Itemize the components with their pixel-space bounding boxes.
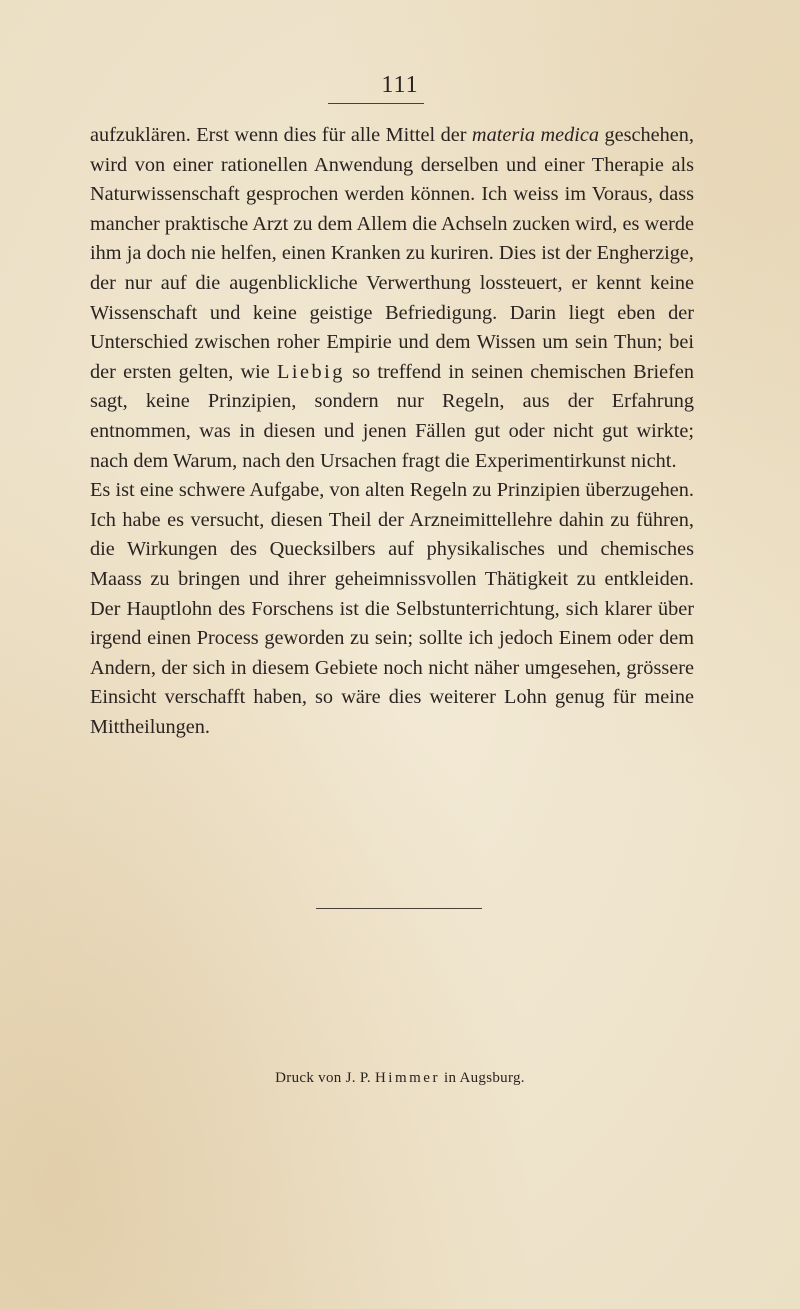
paragraph-1-text-c: so treffend in seinen chemischen Briefen sagt, keine Prinzipien, sondern nur Regeln, aus der Erfahrung entnommen, was in diesen und jenen Fällen gut oder nicht gut wirkte; nach dem Warum, nach den Ursachen fragt die Experimentirkunst nicht.	[90, 360, 695, 472]
paragraph-1-emphasis: materia medica	[471, 124, 600, 146]
page-number: 111	[381, 72, 419, 98]
end-rule	[316, 908, 482, 909]
imprint-text-before: Druck von J. P.	[275, 1070, 375, 1086]
paragraph-1-text-b: geschehen, wird von einer rationellen Anwendung derselben und einer Therapie als Naturwissenschaft gesprochen werden können. Ich weiss im Voraus, dass mancher praktische Arzt zu dem Allem die Achseln zucken wird, es werde ihm ja doch nie helfen, einen Kranken zu kuriren. Dies ist der Engherzige, der nur auf die augenblickliche Verwerthung lossteuert, er kennt keine Wissenschaft und keine geistige Befriedigung. Darin liegt eben der Unterschied zwischen roher Empirie und dem Wissen um sein Thun; bei der ersten gelten, wie	[90, 124, 694, 383]
body-text	[90, 121, 694, 742]
paragraph-1-text-a: aufzuklären. Erst wenn dies für alle Mittel der	[90, 124, 472, 146]
header-rule	[328, 103, 424, 104]
paragraph-1	[90, 121, 694, 476]
imprint-printer-name: Himmer	[374, 1070, 440, 1086]
paragraph-2: Es ist eine schwere Aufgabe, von alten Regeln zu Prinzipien überzugehen. Ich habe es versucht, diesen Theil der Arzneimittellehre dahin zu führen, die Wirkungen des Quecksilbers auf physikalisches und chemisches Maass zu bringen und ihrer geheimnissvollen Thätigkeit zu entkleiden. Der Hauptlohn des Forschens ist die Selbstunterrichtung, sich klarer über irgend einen Process geworden zu sein; sollte ich jedoch Einem oder dem Andern, der sich in diesem Gebiete noch nicht näher umgesehen, grössere Einsicht verschafft haben, so wäre dies weiterer Lohn genug für meine Mittheilungen.	[90, 479, 694, 738]
printer-imprint	[0, 1070, 800, 1087]
imprint-text-after: in Augsburg.	[439, 1070, 525, 1086]
author-name-spaced: Liebig	[276, 360, 345, 383]
